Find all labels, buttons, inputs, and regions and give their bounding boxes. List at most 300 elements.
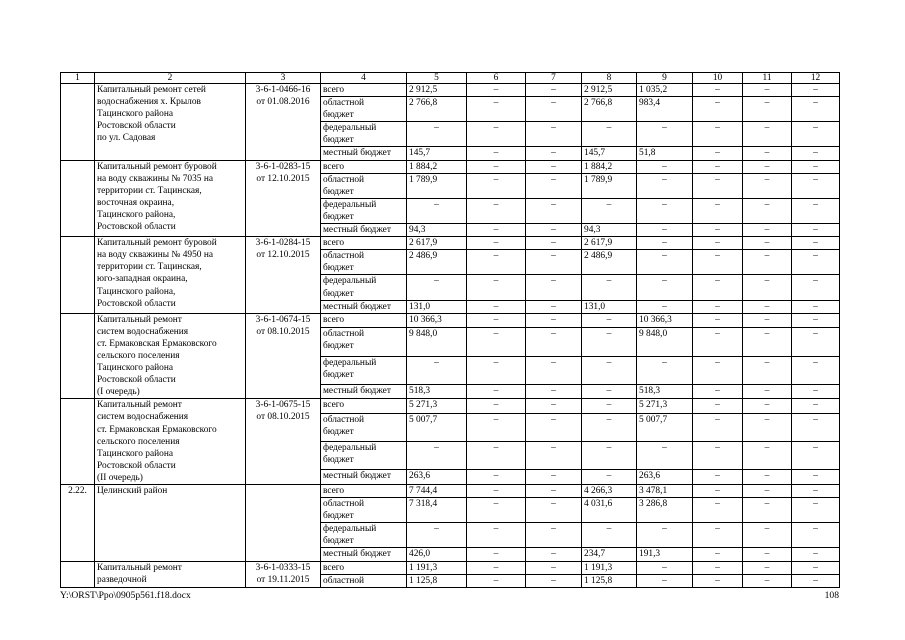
amount-cell: – [693, 442, 743, 470]
amount-cell: – [743, 97, 792, 122]
object-name-cell [95, 485, 246, 562]
amount-cell: – [792, 498, 840, 523]
funding-source-label: федеральный [323, 443, 377, 454]
amount-cell: – [407, 122, 467, 147]
amount-cell: – [693, 413, 743, 441]
amount-cell: 263,6 [637, 470, 693, 485]
funding-source-label: местный бюджет [323, 385, 391, 396]
doc-reference-cell [246, 485, 321, 562]
object-name-line: территории ст. Тацинская, [97, 262, 202, 273]
doc-reference-cell [246, 561, 321, 587]
amount-cell: – [792, 173, 840, 198]
amount-cell: – [743, 413, 792, 441]
amount-cell: 10 366,3 [407, 313, 467, 328]
amount-cell: – [693, 122, 743, 147]
amount-cell: – [637, 237, 693, 250]
object-name-line: Тацинского района, [97, 209, 176, 220]
item-number-cell [61, 561, 95, 587]
amount-cell: – [526, 300, 582, 313]
funding-source-cell [321, 275, 407, 300]
amount-cell: – [637, 160, 693, 173]
amount-cell: 2 617,9 [407, 237, 467, 250]
amount-cell: – [693, 399, 743, 414]
amount-cell: – [467, 548, 526, 561]
amount-cell: – [467, 328, 526, 356]
funding-source-cell [321, 147, 407, 160]
amount-cell: – [743, 237, 792, 250]
column-number: 5 [407, 73, 467, 84]
amount-cell: – [637, 300, 693, 313]
funding-source-cell [321, 442, 407, 470]
amount-cell: – [526, 160, 582, 173]
amount-cell: 426,0 [407, 548, 467, 561]
amount-cell: – [792, 275, 840, 300]
amount-cell: – [526, 574, 582, 587]
object-name-line: территории ст. Тацинская, [97, 185, 202, 196]
table-row [61, 84, 840, 97]
amount-cell: – [637, 561, 693, 574]
amount-cell: – [467, 470, 526, 485]
amount-cell: – [693, 198, 743, 223]
amount-cell: 234,7 [582, 548, 637, 561]
object-name-cell [95, 84, 246, 161]
amount-cell: – [526, 147, 582, 160]
amount-cell: – [582, 384, 637, 399]
object-name-line: Капитальный ремонт буровой [97, 238, 217, 249]
amount-cell: – [467, 384, 526, 399]
funding-source-cell [321, 561, 407, 574]
amount-cell: – [693, 300, 743, 313]
item-number-cell [61, 485, 95, 562]
amount-cell: – [582, 399, 637, 414]
funding-source-cell [321, 328, 407, 356]
amount-cell: 131,0 [407, 300, 467, 313]
amount-cell: – [792, 250, 840, 275]
doc-reference-line: от 19.11.2015 [256, 574, 310, 585]
funding-source-label: местный бюджет [323, 225, 391, 236]
doc-reference-line: от 08.10.2015 [256, 412, 310, 423]
doc-reference-line: 3-6-1-0284-15 [255, 238, 311, 249]
amount-cell: 1 789,9 [582, 173, 637, 198]
amount-cell: – [792, 485, 840, 498]
amount-cell: – [693, 498, 743, 523]
doc-reference-cell [246, 84, 321, 161]
doc-reference-line: 3-6-1-0675-15 [255, 400, 311, 411]
column-number: 7 [526, 73, 582, 84]
amount-cell: – [467, 122, 526, 147]
amount-cell: – [792, 313, 840, 328]
object-name-cell [95, 313, 246, 399]
amount-cell: – [693, 173, 743, 198]
amount-cell: – [407, 523, 467, 548]
funding-source-label: федеральный [323, 123, 377, 134]
funding-source-label: бюджет [323, 341, 354, 352]
amount-cell: – [743, 275, 792, 300]
amount-cell: 7 318,4 [407, 498, 467, 523]
amount-cell: – [526, 173, 582, 198]
amount-cell: – [407, 356, 467, 384]
amount-cell: – [792, 300, 840, 313]
amount-cell: – [467, 442, 526, 470]
funding-source-label: бюджет [323, 110, 354, 121]
funding-source-cell [321, 498, 407, 523]
funding-source-cell [321, 470, 407, 485]
funding-source-cell [321, 250, 407, 275]
table-row [61, 160, 840, 173]
amount-cell: 1 125,8 [407, 574, 467, 587]
column-number: 10 [693, 73, 743, 84]
amount-cell: 4 266,3 [582, 485, 637, 498]
item-number-cell [61, 84, 95, 161]
amount-cell: – [467, 561, 526, 574]
column-number: 12 [792, 73, 840, 84]
amount-cell: 94,3 [407, 224, 467, 237]
page-footer [60, 590, 839, 602]
amount-cell: – [693, 147, 743, 160]
object-name-cell [95, 237, 246, 314]
object-name-line: Капитальный ремонт [97, 314, 182, 325]
amount-cell: – [792, 84, 840, 97]
amount-cell: – [743, 485, 792, 498]
funding-source-label: бюджет [323, 455, 354, 466]
amount-cell: – [526, 384, 582, 399]
object-name-line: разведочной [97, 574, 147, 585]
object-name-line: сельского поселения [97, 436, 180, 447]
object-name-line: на воду скважины № 7035 на [97, 173, 213, 184]
table-row [61, 313, 840, 328]
amount-cell: – [526, 548, 582, 561]
amount-cell: – [526, 122, 582, 147]
amount-cell: – [792, 328, 840, 356]
amount-cell: 5 007,7 [407, 413, 467, 441]
amount-cell: – [526, 224, 582, 237]
amount-cell: – [693, 523, 743, 548]
amount-cell: – [526, 485, 582, 498]
amount-cell: – [792, 574, 840, 587]
amount-cell: – [526, 413, 582, 441]
amount-cell: – [743, 198, 792, 223]
amount-cell: – [467, 399, 526, 414]
amount-cell: – [582, 523, 637, 548]
amount-cell: – [637, 122, 693, 147]
amount-cell: – [526, 97, 582, 122]
funding-source-label: бюджет [323, 536, 354, 547]
amount-cell: 2 486,9 [407, 250, 467, 275]
amount-cell: 3 478,1 [637, 485, 693, 498]
funding-source-cell [321, 173, 407, 198]
table-row [61, 561, 840, 574]
amount-cell: – [693, 275, 743, 300]
item-number-cell [61, 237, 95, 314]
funding-source-label: всего [323, 85, 345, 95]
funding-source-cell [321, 356, 407, 384]
amount-cell: – [526, 275, 582, 300]
funding-source-label: федеральный [323, 199, 377, 210]
doc-reference-cell [246, 313, 321, 399]
doc-reference-line: от 12.10.2015 [256, 173, 310, 184]
object-name-line: ст. Ермаковская Ермаковского [97, 338, 217, 349]
funding-source-cell [321, 523, 407, 548]
amount-cell: – [743, 470, 792, 485]
amount-cell: 1 884,2 [407, 160, 467, 173]
amount-cell: – [526, 198, 582, 223]
amount-cell: 191,3 [637, 548, 693, 561]
funding-source-cell [321, 548, 407, 561]
amount-cell: – [467, 523, 526, 548]
funding-source-label: всего [323, 314, 345, 325]
amount-cell: – [637, 442, 693, 470]
amount-cell: – [792, 384, 840, 399]
amount-cell: – [467, 160, 526, 173]
amount-cell: – [526, 356, 582, 384]
amount-cell: 1 789,9 [407, 173, 467, 198]
item-number: 2.22. [68, 486, 87, 496]
amount-cell: 2 766,8 [582, 97, 637, 122]
amount-cell: – [693, 97, 743, 122]
object-name-cell [95, 561, 246, 587]
amount-cell: – [407, 442, 467, 470]
amount-cell: – [693, 328, 743, 356]
amount-cell: – [467, 237, 526, 250]
column-number: 9 [637, 73, 693, 84]
amount-cell: – [743, 561, 792, 574]
object-name-line: Тацинского района [97, 448, 174, 459]
column-number: 8 [582, 73, 637, 84]
amount-cell: – [637, 224, 693, 237]
amount-cell: – [743, 313, 792, 328]
object-name-line: (I очередь) [97, 387, 140, 398]
amount-cell: 518,3 [637, 384, 693, 399]
object-name-line: Тацинского района [97, 363, 174, 374]
object-name-line: (II очередь) [97, 472, 143, 483]
funding-source-label: областной [323, 414, 365, 425]
page-number: 108 [824, 590, 839, 601]
amount-cell: 2 912,5 [407, 84, 467, 97]
amount-cell: – [526, 523, 582, 548]
funding-source-label: областной [323, 98, 365, 109]
funding-source-label: федеральный [323, 276, 377, 287]
amount-cell: – [693, 250, 743, 275]
item-number-cell [61, 313, 95, 399]
funding-source-label: местный бюджет [323, 471, 391, 482]
amount-cell: 51,8 [637, 147, 693, 160]
column-number: 2 [95, 73, 246, 84]
amount-cell: 5 007,7 [637, 413, 693, 441]
amount-cell: – [792, 561, 840, 574]
amount-cell: – [792, 523, 840, 548]
amount-cell: – [526, 561, 582, 574]
funding-source-label: всего [323, 486, 345, 496]
amount-cell: – [637, 356, 693, 384]
funding-source-label: бюджет [323, 186, 354, 197]
amount-cell: – [582, 413, 637, 441]
amount-cell: – [467, 173, 526, 198]
amount-cell: – [792, 470, 840, 485]
amount-cell: – [743, 160, 792, 173]
object-name-line: Капитальный ремонт сетей [97, 85, 206, 95]
amount-cell: – [693, 548, 743, 561]
amount-cell: – [693, 160, 743, 173]
amount-cell: 518,3 [407, 384, 467, 399]
amount-cell: 10 366,3 [637, 313, 693, 328]
item-number-cell [61, 399, 95, 485]
funding-source-label: областной [323, 251, 365, 262]
object-name-line: Ростовской области [97, 375, 176, 386]
amount-cell: 2 617,9 [582, 237, 637, 250]
amount-cell: – [467, 250, 526, 275]
amount-cell: – [693, 313, 743, 328]
amount-cell: – [792, 97, 840, 122]
amount-cell: 2 912,5 [582, 84, 637, 97]
doc-reference-line: 3-6-1-0283-15 [255, 161, 311, 172]
amount-cell: – [743, 548, 792, 561]
doc-reference-cell [246, 237, 321, 314]
amount-cell: 1 125,8 [582, 574, 637, 587]
funding-source-cell [321, 84, 407, 97]
funding-source-label: федеральный [323, 357, 377, 368]
amount-cell: 4 031,6 [582, 498, 637, 523]
object-name-line: водоснабжения х. Крылов [97, 97, 201, 108]
budget-table [60, 72, 840, 588]
amount-cell: – [467, 498, 526, 523]
amount-cell: – [637, 198, 693, 223]
doc-reference-line: 3-6-1-0466-16 [255, 85, 311, 95]
amount-cell: – [792, 548, 840, 561]
funding-source-cell [321, 198, 407, 223]
amount-cell: – [693, 224, 743, 237]
amount-cell: – [582, 275, 637, 300]
column-number: 6 [467, 73, 526, 84]
amount-cell: – [526, 313, 582, 328]
amount-cell: 1 191,3 [407, 561, 467, 574]
amount-cell: – [743, 574, 792, 587]
amount-cell: – [792, 413, 840, 441]
amount-cell: – [526, 84, 582, 97]
amount-cell: – [743, 84, 792, 97]
funding-source-label: всего [323, 238, 345, 249]
object-name-line: систем водоснабжения [97, 412, 189, 423]
amount-cell: 1 884,2 [582, 160, 637, 173]
object-name-line: восточная окраина, [97, 197, 175, 208]
amount-cell: – [693, 574, 743, 587]
amount-cell: – [743, 498, 792, 523]
object-name-line: Тацинского района [97, 109, 174, 120]
object-name-line: Целинский район [97, 486, 168, 496]
amount-cell: – [467, 84, 526, 97]
amount-cell: 3 286,8 [637, 498, 693, 523]
funding-source-label: местный бюджет [323, 549, 391, 560]
amount-cell: – [526, 470, 582, 485]
funding-source-cell [321, 413, 407, 441]
funding-source-label: всего [323, 400, 345, 411]
amount-cell: – [467, 485, 526, 498]
amount-cell: – [743, 442, 792, 470]
funding-source-label: областной [323, 174, 365, 185]
amount-cell: – [582, 470, 637, 485]
funding-source-label: местный бюджет [323, 301, 391, 312]
object-name-cell [95, 399, 246, 485]
amount-cell: – [467, 313, 526, 328]
funding-source-cell [321, 384, 407, 399]
funding-source-label: бюджет [323, 511, 354, 522]
amount-cell: – [526, 442, 582, 470]
doc-reference-line: от 08.10.2015 [256, 326, 310, 337]
amount-cell: – [526, 328, 582, 356]
object-name-line: Капитальный ремонт [97, 562, 182, 573]
funding-source-label: местный бюджет [323, 148, 391, 159]
amount-cell: – [792, 147, 840, 160]
object-name-line: Тацинского района, [97, 286, 176, 297]
funding-source-label: областной [323, 329, 365, 340]
amount-cell: – [582, 198, 637, 223]
amount-cell: – [792, 356, 840, 384]
funding-source-cell [321, 300, 407, 313]
object-name-line: Капитальный ремонт [97, 400, 182, 411]
amount-cell: 131,0 [582, 300, 637, 313]
doc-reference-line: от 12.10.2015 [256, 250, 310, 261]
funding-source-cell [321, 574, 407, 587]
funding-source-cell [321, 224, 407, 237]
object-name-line: Ростовской области [97, 121, 176, 132]
amount-cell: – [743, 356, 792, 384]
amount-cell: – [467, 198, 526, 223]
amount-cell: – [743, 173, 792, 198]
amount-cell: – [582, 122, 637, 147]
funding-source-cell [321, 160, 407, 173]
amount-cell: – [792, 237, 840, 250]
amount-cell: 9 848,0 [407, 328, 467, 356]
object-name-line: Ростовской области [97, 222, 176, 233]
amount-cell: 145,7 [582, 147, 637, 160]
funding-source-label: федеральный [323, 524, 377, 535]
amount-cell: – [467, 97, 526, 122]
column-number: 3 [246, 73, 321, 84]
amount-cell: 983,4 [637, 97, 693, 122]
table-row [61, 237, 840, 250]
funding-source-label: бюджет [323, 288, 354, 299]
object-name-line: сельского поселения [97, 350, 180, 361]
amount-cell: – [526, 399, 582, 414]
table-row [61, 399, 840, 414]
amount-cell: – [693, 84, 743, 97]
amount-cell: – [743, 300, 792, 313]
amount-cell: 5 271,3 [637, 399, 693, 414]
amount-cell: 2 766,8 [407, 97, 467, 122]
amount-cell: 5 271,3 [407, 399, 467, 414]
amount-cell: – [743, 384, 792, 399]
amount-cell: – [637, 173, 693, 198]
item-number-cell [61, 160, 95, 237]
doc-reference-line: 3-6-1-0674-15 [255, 314, 311, 325]
amount-cell: 94,3 [582, 224, 637, 237]
amount-cell: – [582, 328, 637, 356]
amount-cell: 263,6 [407, 470, 467, 485]
amount-cell: – [637, 574, 693, 587]
amount-cell: – [637, 523, 693, 548]
amount-cell: – [526, 498, 582, 523]
amount-cell: – [743, 224, 792, 237]
funding-source-cell [321, 399, 407, 414]
object-name-line: на воду скважины № 4950 на [97, 250, 213, 261]
amount-cell: – [693, 470, 743, 485]
object-name-line: Ростовской области [97, 460, 176, 471]
column-number: 4 [321, 73, 407, 84]
funding-source-label: областной [323, 575, 365, 586]
file-path: Y:\ORST\Ppo\0905p561.f18.docx [60, 590, 191, 601]
funding-source-label: бюджет [323, 211, 354, 222]
amount-cell: – [693, 237, 743, 250]
funding-source-label: областной [323, 499, 365, 510]
